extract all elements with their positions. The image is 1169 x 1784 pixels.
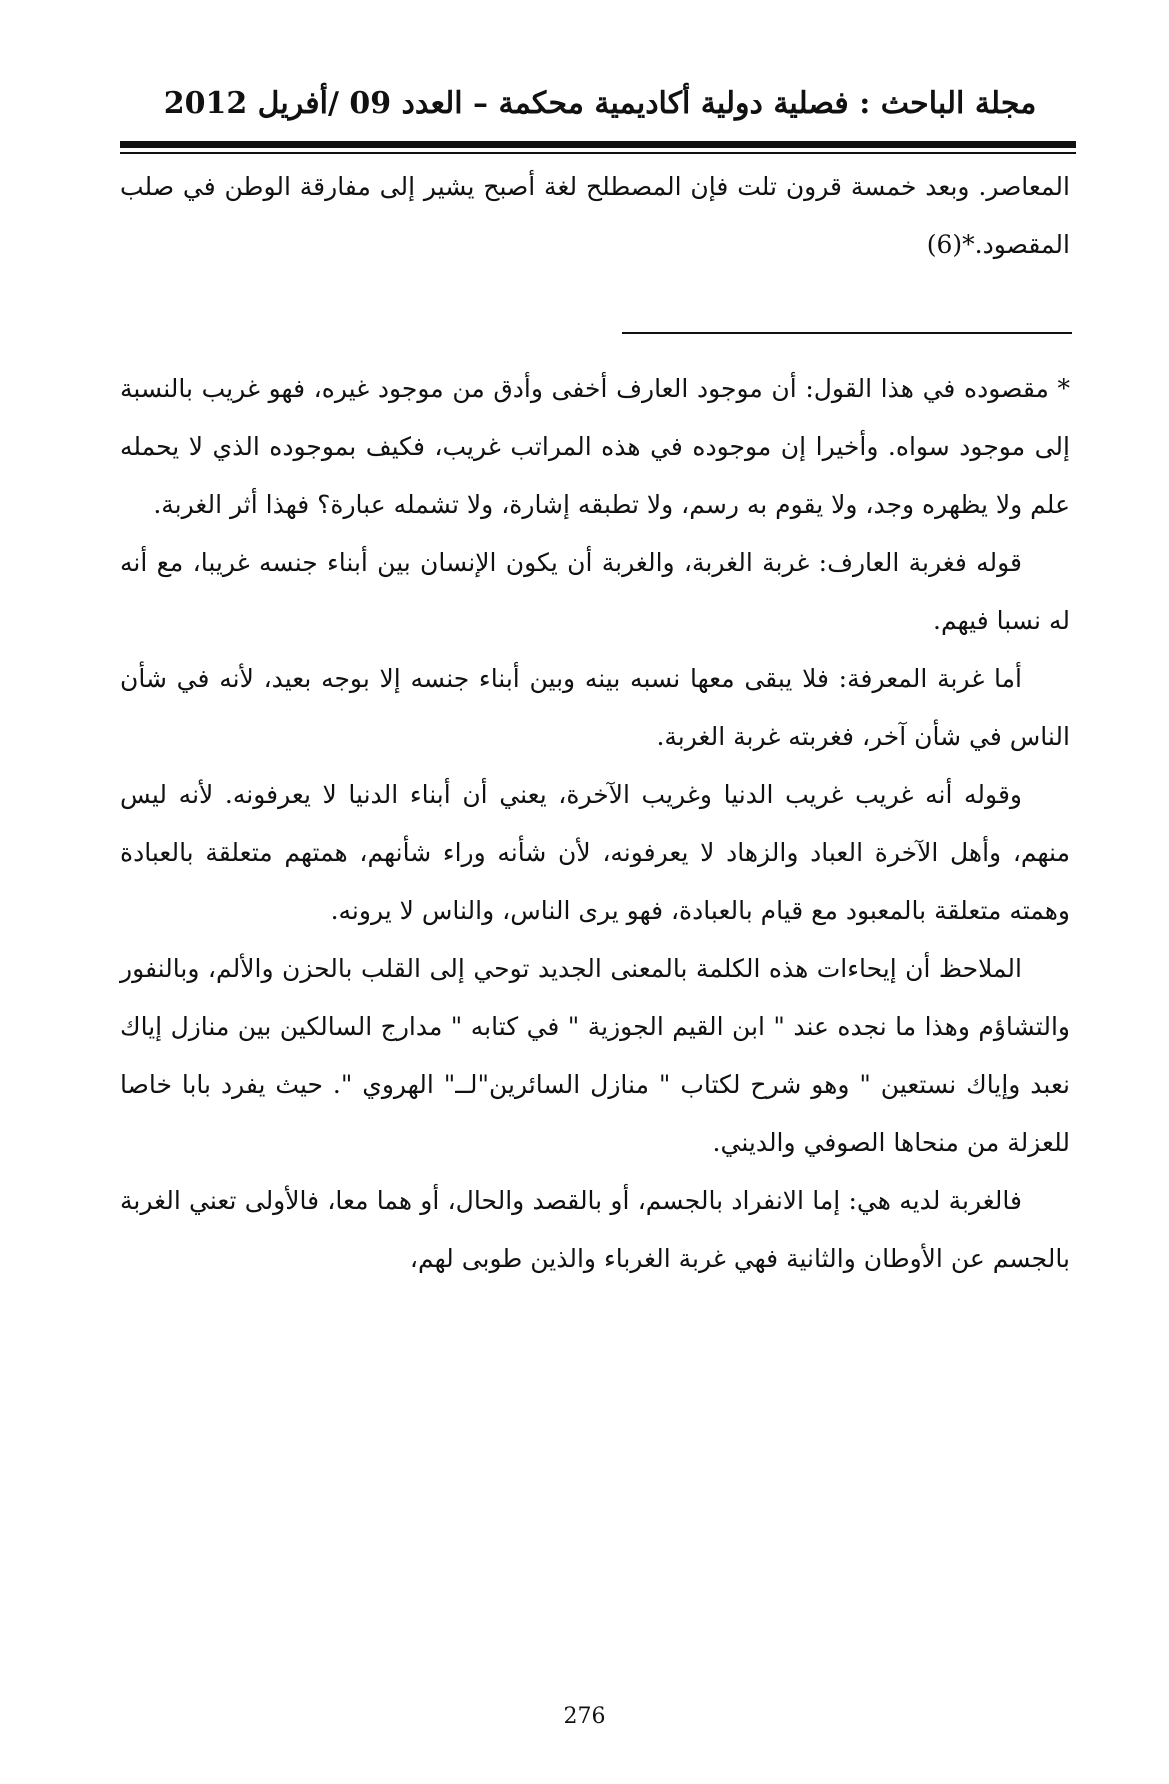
journal-header: مجلة الباحث : فصلية دولية أكاديمية محكمة – العدد 09 /أفريل 2012: [163, 86, 1037, 121]
footnote-block: [120, 360, 1070, 1288]
header-rule-thin: [120, 152, 1076, 154]
paragraph-gurbat-al-arif: قوله فغربة العارف: غربة الغربة، والغربة أن يكون الإنسان بين أبناء جنسه غريبا، مع أنه له نسبا فيهم.: [120, 548, 1070, 635]
paragraph-gurbat-al-marifa: أما غربة المعرفة: فلا يبقى معها نسبه بينه وبين أبناء جنسه إلا بوجه بعيد، لأنه في شأن الناس في شأن آخر، فغربته غربة الغربة.: [120, 664, 1070, 751]
footnote-separator: [622, 332, 1072, 334]
paragraph-gurba-definition: فالغربة لديه هي: إما الانفراد بالجسم، أو بالقصد والحال، أو هما معا، فالأولى تعني الغربة بالجسم عن الأوطان والثانية فهي غربة الغرباء والذين طوبى لهم،: [120, 1186, 1070, 1273]
header-rule-thick: [120, 141, 1076, 148]
page-number: 276: [563, 1704, 606, 1729]
paragraph-ibn-al-qayyim: الملاحظ أن إيحاءات هذه الكلمة بالمعنى الجديد توحي إلى القلب بالحزن والألم، وبالنفور والتشاؤم وهذا ما نجده عند " ابن القيم الجوزية " في كتابه " مدارج السالكين بين منازل إياك نعبد وإياك نستعين " وهو شرح لكتاب " منازل السائرين"لــ" الهروي ". حيث يفرد بابا خاصا للعزلة من منحاها الصوفي والديني.: [120, 954, 1070, 1157]
paragraph-gharib-al-dunya: وقوله أنه غريب غريب الدنيا وغريب الآخرة، يعني أن أبناء الدنيا لا يعرفونه. لأنه ليس منهم، وأهل الآخرة العباد والزهاد لا يعرفونه، لأن شأنه وراء شأنهم، همتهم متعلقة بالعبادة وهمته متعلقة بالمعبود مع قيام بالعبادة، فهو يرى الناس، والناس لا يرونه.: [120, 780, 1070, 925]
footnote-paragraph: * مقصوده في هذا القول: أن موجود العارف أخفى وأدق من موجود غيره، فهو غريب بالنسبة إلى موجود سواه. وأخيرا إن موجوده في هذه المراتب غريب، فكيف بموجوده الذي لا يحمله علم ولا يظهره وجد، ولا يقوم به رسم، ولا تطبقه إشارة، ولا تشمله عبارة؟ فهذا أثر الغربة.: [120, 374, 1070, 519]
intro-paragraph: المعاصر. وبعد خمسة قرون تلت فإن المصطلح لغة أصبح يشير إلى مفارقة الوطن في صلب المقصود.*(6): [120, 172, 1070, 259]
intro-block: [120, 158, 1070, 274]
